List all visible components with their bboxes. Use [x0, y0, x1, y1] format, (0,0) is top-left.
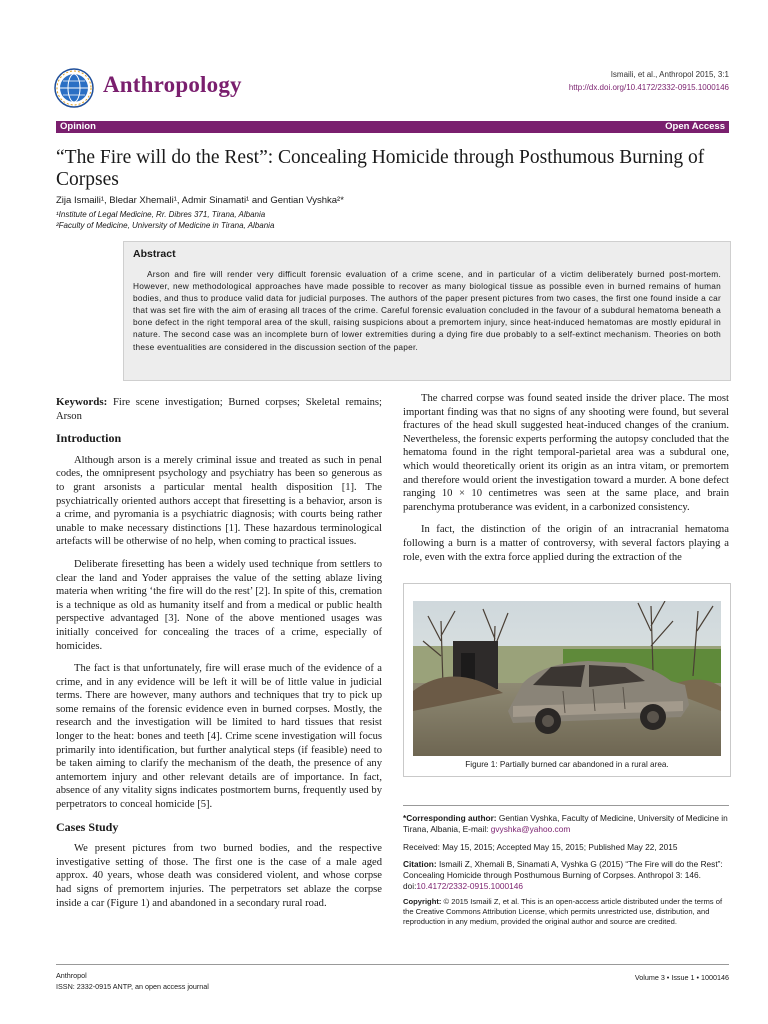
received-dates: Received: May 15, 2015; Accepted May 15, 2015; Published May 22, 2015 — [403, 842, 678, 852]
affiliation-1: ¹Institute of Legal Medicine, Rr. Dibres 371, Tirana, Albania — [56, 210, 266, 219]
header-citation — [569, 68, 729, 94]
affiliation-2: ²Faculty of Medicine, University of Medicine in Tirana, Albania — [56, 221, 275, 230]
cases-paragraph-1: We present pictures from two burned bodies, and the respective investigative setting of those. The first one is the case of a male aged approx. 40 years, whose death was considered violent, and whose corpse had signs of premortem injuries. The perpetrators set ablaze the corpse inside a car (Figure 1) and abandoned in a secondary rural road. — [56, 843, 382, 909]
footer-divider — [56, 964, 729, 965]
copyright-text: © 2015 Ismaili Z, et al. This is an open-access article distributed under the terms of the Creative Commons Attribution License, which permits unrestricted use, distribution, and reproduction in any medium, provided the original author and source are credited. — [403, 897, 723, 926]
figure-caption: Figure 1: Partially burned car abandoned in a rural area. — [465, 760, 669, 769]
intro-paragraph-1: Although arson is a merely criminal issue and treated as such in penal codes, the omnipresent psychology and psychiatry has been so generous as to grant arsonists a particular mental health disposition [1]. The psychiatrically oriented authors accept that firesetting is a behavior, arson is a crime, and pyromania is a psychiatric diagnosis; with courts being rather unable to make necessary distinctions [1]. These hazardous terminological artefacts will be otherwise of no help, when coming to practical issues. — [56, 454, 382, 548]
keywords-label: Keywords: — [56, 396, 108, 408]
open-access-label: Open Access — [665, 121, 725, 132]
article-title: “The Fire will do the Rest”: Concealing Homicide through Posthumous Burning of Corpses — [56, 147, 705, 190]
cases-study-heading: Cases Study — [56, 819, 119, 834]
corresponding-label: *Corresponding author: — [403, 813, 497, 823]
intro-paragraph-3: The fact is that unfortunately, fire will erase much of the evidence of a crime, and in any evidence will be left it will be of little value in judicial terms. There are however, many authors and techniques that try to pick up some remains of the forensic evidence even in burned corpses. Mostly, the research and the investigation will be limited to hard tissues that resist longer to the heat: bones and teeth [4]. Crime scene investigation will focus primarily into identification, but further analytical steps (if feasible) need to be taken aiming to clarify the mechanism of the death, the presence of any antemortem injury and other relevant details are of importance. In fact, absence of any vitality signs indicates postmortem burns, frequently used by perpetrators to conceal homicide [5]. — [56, 663, 382, 811]
citation-doi-link[interactable]: 10.4172/2332-0915.1000146 — [416, 881, 523, 892]
introduction-heading: Introduction — [56, 431, 122, 446]
abstract-box — [123, 241, 731, 381]
footer-journal-info — [56, 970, 209, 992]
journal-logo — [54, 68, 94, 108]
citation-text: Ismaili Z, Xhemali B, Sinamati A, Vyshka G (2015) “The Fire will do the Rest”: Concealing Homicide through Posthumous Burning of Corpses. Anthropol 3: 146. doi: — [403, 859, 723, 892]
corresponding-text: Gentian Vyshka, Faculty of Medicine, University of Medicine in Tirana, Albania, E-mail: — [403, 813, 728, 835]
journal-name: Anthropology — [103, 72, 242, 97]
copyright-label: Copyright: — [403, 897, 442, 906]
citation-block — [403, 859, 729, 893]
article-type-label: Opinion — [60, 121, 96, 132]
citation-line: Ismaili, et al., Anthropol 2015, 3:1 — [610, 70, 729, 79]
article-type-band — [56, 121, 729, 133]
corresponding-email-link[interactable]: gvyshka@yahoo.com — [490, 824, 571, 835]
author-list: Zija Ismaili¹, Bledar Xhemali¹, Admir Sinamati¹ and Gentian Vyshka²* — [56, 195, 344, 206]
corresponding-author — [403, 813, 729, 835]
footer-journal: Anthropol — [56, 971, 87, 980]
keywords-text: Fire scene investigation; Burned corpses; Skeletal remains; Arson — [56, 397, 382, 422]
abstract-heading: Abstract — [133, 248, 176, 260]
intro-paragraph-2: Deliberate firesetting has been a widely used technique from settlers to clear the land and Yoder appraises the value of the setting ablaze living materia when writing ‘the fire will do the rest’ [2]. In spite of this, cremation is a technique as old as humanity itself and from a medical or public health perspective advantaged [3]. None of the above mentioned usages was initially conceived for concealing the traces of a crime, especially of homicides. — [56, 558, 382, 652]
right-paragraph-1: The charred corpse was found seated inside the driver place. The most important finding was that no signs of any shooting were found, but several fractures of the head skull suggested heat-induced changes of the cranium. Nevertheless, the forensic experts performing the autopsy concluded that the hematoma found in the right temporal-parietal area was a subdural one, which would theoretically orient its origin as an intra vitam, or premortem and therefore would orient the investigation toward a murder. A bone defect ranging 10 × 10 centimetres was seen at the same place, and brain parenchyma protuberance was evident, in a carbonized consistency. — [403, 393, 729, 513]
footer-volume: Volume 3 • Issue 1 • 1000146 — [634, 973, 729, 982]
meta-divider — [403, 805, 729, 806]
doi-link[interactable]: http://dx.doi.org/10.4172/2332-0915.1000146 — [568, 83, 729, 92]
left-column — [56, 396, 382, 919]
footer-issn: ISSN: 2332-0915 ANTP, an open access journal — [56, 982, 209, 991]
abstract-body: Arson and fire will render very difficult forensic evaluation of a crime scene, and in particular of a victim deliberately burned post-mortem. However, new methodological approaches have made possible to recover as many biological tissue as possible even in burned remains of human bodies, and thus to produce valid data for judicial purposes. The authors of the paper present pictures from two cases, the first one found inside a car that was set fire with the aim of erasing all traces of the crime. Careful forensic evaluation concluded in the favour of a subdural hematoma beneath a bone defect in the right temporal area of the skull, raising suspicions about a premortem injury, since heat-induced hematomas are mostly epidural in nature. The second case was an incomplete burn of lower extremities during a dying fire due probably to a self-extinct mechanism. Theories on both these eventualities are considered in the discussion section of the paper. — [133, 269, 721, 352]
copyright-block — [403, 897, 729, 926]
citation-label: Citation: — [403, 859, 437, 869]
right-paragraph-2: In fact, the distinction of the origin of an intracranial hematoma following a burn is a matter of controversy, with several factors playing a role, even with the extra force applied during the extraction of the — [403, 524, 729, 563]
keywords — [56, 396, 382, 423]
figure-1 — [403, 583, 731, 777]
burned-car-photo — [413, 601, 721, 756]
right-column — [403, 392, 729, 573]
